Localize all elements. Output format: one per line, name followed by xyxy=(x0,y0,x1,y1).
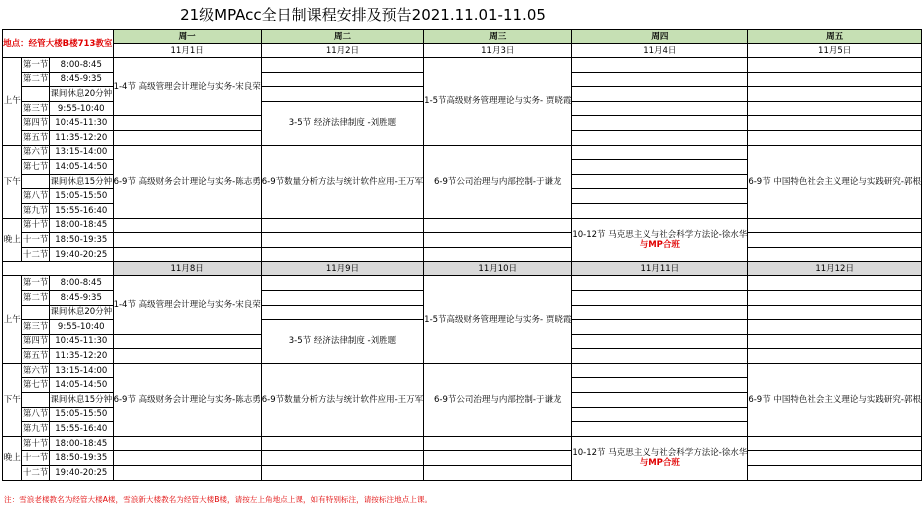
empty-cell xyxy=(113,233,261,248)
course-wed-pm: 6-9节公司治理与内部控制-于谦龙 xyxy=(424,363,572,436)
empty-cell xyxy=(748,130,922,145)
course-thu-eve-text: 10-12节 马克思主义与社会科学方法论-徐水华 xyxy=(572,229,748,240)
slot-time: 8:45-9:35 xyxy=(49,290,113,305)
empty-cell xyxy=(748,466,922,481)
slot-name: 第四节 xyxy=(22,334,50,349)
slot-name xyxy=(22,393,50,408)
slot-name xyxy=(22,305,50,320)
empty-cell xyxy=(748,276,922,291)
course-wed-am: 1-5节高级财务管理理论与实务- 贾晓霞 xyxy=(424,276,572,364)
course-mon-pm: 6-9节 高级财务会计理论与实务-陈志勇 xyxy=(113,363,261,436)
slot-time: 课间休息20分钟 xyxy=(49,305,113,320)
empty-cell xyxy=(261,451,423,466)
empty-cell xyxy=(572,320,748,335)
slot-name: 第三节 xyxy=(22,320,50,335)
empty-cell xyxy=(572,72,748,87)
slot-time: 18:50-19:35 xyxy=(49,233,113,248)
empty-cell xyxy=(3,262,114,276)
slot-time: 14:05-14:50 xyxy=(49,160,113,175)
slot-time: 13:15-14:00 xyxy=(49,363,113,378)
slot-name: 十一节 xyxy=(22,233,50,248)
slot-time: 10:45-11:30 xyxy=(49,334,113,349)
slot-name: 十一节 xyxy=(22,451,50,466)
empty-cell xyxy=(113,116,261,131)
schedule-table xyxy=(2,29,922,481)
slot-time: 15:55-16:40 xyxy=(49,422,113,437)
joint-class-note: 与MP合班 xyxy=(639,239,680,250)
empty-cell xyxy=(113,451,261,466)
slot-name: 第五节 xyxy=(22,349,50,364)
date-cell: 11月3日 xyxy=(424,44,572,58)
location-label: 地点：经管大楼B楼713教室 xyxy=(3,30,114,58)
weekday-mon: 周一 xyxy=(113,30,261,44)
course-tue-am: 3-5节 经济法律制度 -刘胜题 xyxy=(261,320,423,364)
empty-cell xyxy=(572,290,748,305)
empty-cell xyxy=(113,436,261,451)
slot-time: 11:35-12:20 xyxy=(49,130,113,145)
course-wed-pm: 6-9节公司治理与内部控制-于谦龙 xyxy=(424,145,572,218)
period-evening: 晚上 xyxy=(3,436,22,480)
course-thu-eve-text: 10-12节 马克思主义与社会科学方法论-徐水华 xyxy=(572,448,748,459)
period-morning: 上午 xyxy=(3,276,22,364)
slot-name: 第二节 xyxy=(22,72,50,87)
empty-cell xyxy=(572,334,748,349)
slot-time: 11:35-12:20 xyxy=(49,349,113,364)
empty-cell xyxy=(748,116,922,131)
slot-time: 15:55-16:40 xyxy=(49,203,113,218)
slot-time: 课间休息20分钟 xyxy=(49,87,113,102)
date-cell: 11月5日 xyxy=(748,44,922,58)
empty-cell xyxy=(261,305,423,320)
empty-cell xyxy=(113,334,261,349)
slot-name: 第八节 xyxy=(22,407,50,422)
slot-name: 第六节 xyxy=(22,363,50,378)
empty-cell xyxy=(424,247,572,262)
slot-name: 十二节 xyxy=(22,247,50,262)
slot-time: 课间休息15分钟 xyxy=(49,174,113,189)
date-cell: 11月11日 xyxy=(572,262,748,276)
empty-cell xyxy=(424,451,572,466)
date-cell: 11月4日 xyxy=(572,44,748,58)
course-tue-pm: 6-9节数量分析方法与统计软件应用-王万军 xyxy=(261,145,423,218)
slot-time: 18:00-18:45 xyxy=(49,436,113,451)
weekday-thu: 周四 xyxy=(572,30,748,44)
weekday-fri: 周五 xyxy=(748,30,922,44)
empty-cell xyxy=(572,305,748,320)
slot-name: 第三节 xyxy=(22,101,50,116)
date-cell: 11月8日 xyxy=(113,262,261,276)
slot-name: 第七节 xyxy=(22,378,50,393)
course-mon-am: 1-4节 高级管理会计理论与实务-宋良荣 xyxy=(113,58,261,116)
empty-cell xyxy=(748,72,922,87)
date-cell: 11月10日 xyxy=(424,262,572,276)
empty-cell xyxy=(261,276,423,291)
slot-name: 第八节 xyxy=(22,189,50,204)
empty-cell xyxy=(424,233,572,248)
empty-cell xyxy=(424,466,572,481)
period-evening: 晚上 xyxy=(3,218,22,262)
course-fri-pm: 6-9节 中国特色社会主义理论与实践研究-郭根 xyxy=(748,145,922,218)
slot-time: 14:05-14:50 xyxy=(49,378,113,393)
empty-cell xyxy=(572,174,748,189)
empty-cell xyxy=(572,349,748,364)
slot-name: 第一节 xyxy=(22,276,50,291)
slot-time: 18:50-19:35 xyxy=(49,451,113,466)
empty-cell xyxy=(113,466,261,481)
empty-cell xyxy=(113,247,261,262)
empty-cell xyxy=(572,363,748,378)
empty-cell xyxy=(748,305,922,320)
period-morning: 上午 xyxy=(3,58,22,146)
slot-name: 第一节 xyxy=(22,58,50,73)
week2-date-row xyxy=(3,262,922,276)
empty-cell xyxy=(748,247,922,262)
page-title: 21级MPAcc全日制课程安排及预告2021.11.01-11.05 xyxy=(180,6,546,24)
slot-time: 10:45-11:30 xyxy=(49,116,113,131)
empty-cell xyxy=(424,218,572,233)
slot-time: 9:55-10:40 xyxy=(49,320,113,335)
empty-cell xyxy=(113,130,261,145)
period-afternoon: 下午 xyxy=(3,363,22,436)
slot-time: 8:00-8:45 xyxy=(49,58,113,73)
empty-cell xyxy=(572,101,748,116)
period-afternoon: 下午 xyxy=(3,145,22,218)
empty-cell xyxy=(261,58,423,73)
date-cell: 11月1日 xyxy=(113,44,261,58)
empty-cell xyxy=(261,87,423,102)
empty-cell xyxy=(261,436,423,451)
empty-cell xyxy=(572,422,748,437)
empty-cell xyxy=(572,407,748,422)
slot-time: 8:45-9:35 xyxy=(49,72,113,87)
footer-note: 注：雪浪老楼教名为经管大楼A楼，雪浪新大楼教名为经管大楼B楼，请按左上角地点上课，如有特别标注，请按标注地点上课。 xyxy=(4,495,433,504)
empty-cell xyxy=(748,290,922,305)
empty-cell xyxy=(748,58,922,73)
empty-cell xyxy=(113,349,261,364)
empty-cell xyxy=(261,218,423,233)
slot-name: 第十节 xyxy=(22,436,50,451)
date-cell: 11月9日 xyxy=(261,262,423,276)
empty-cell xyxy=(748,218,922,233)
course-thu-eve xyxy=(572,218,748,262)
slot-name: 第九节 xyxy=(22,203,50,218)
slot-name: 第四节 xyxy=(22,116,50,131)
slot-name xyxy=(22,174,50,189)
slot-time: 15:05-15:50 xyxy=(49,407,113,422)
header-row xyxy=(3,30,922,44)
empty-cell xyxy=(572,87,748,102)
date-cell: 11月12日 xyxy=(748,262,922,276)
empty-cell xyxy=(748,320,922,335)
empty-cell xyxy=(261,72,423,87)
empty-cell xyxy=(572,130,748,145)
slot-name xyxy=(22,87,50,102)
empty-cell xyxy=(748,334,922,349)
course-tue-am: 3-5节 经济法律制度 -刘胜题 xyxy=(261,101,423,145)
date-cell: 11月2日 xyxy=(261,44,423,58)
empty-cell xyxy=(572,276,748,291)
course-thu-eve xyxy=(572,436,748,480)
empty-cell xyxy=(748,436,922,451)
empty-cell xyxy=(748,451,922,466)
slot-time: 19:40-20:25 xyxy=(49,247,113,262)
week1-date-row xyxy=(3,44,922,58)
course-mon-pm: 6-9节 高级财务会计理论与实务-陈志勇 xyxy=(113,145,261,218)
empty-cell xyxy=(572,160,748,175)
course-fri-pm: 6-9节 中国特色社会主义理论与实践研究-郭根 xyxy=(748,363,922,436)
empty-cell xyxy=(261,247,423,262)
empty-cell xyxy=(572,203,748,218)
slot-name: 十二节 xyxy=(22,466,50,481)
slot-time: 课间休息15分钟 xyxy=(49,393,113,408)
slot-name: 第十节 xyxy=(22,218,50,233)
empty-cell xyxy=(572,58,748,73)
slot-time: 8:00-8:45 xyxy=(49,276,113,291)
slot-name: 第六节 xyxy=(22,145,50,160)
empty-cell xyxy=(572,378,748,393)
course-mon-am: 1-4节 高级管理会计理论与实务-宋良荣 xyxy=(113,276,261,334)
course-wed-am: 1-5节高级财务管理理论与实务- 贾晓霞 xyxy=(424,58,572,146)
slot-time: 13:15-14:00 xyxy=(49,145,113,160)
empty-cell xyxy=(748,87,922,102)
course-tue-pm: 6-9节数量分析方法与统计软件应用-王万军 xyxy=(261,363,423,436)
empty-cell xyxy=(424,436,572,451)
empty-cell xyxy=(748,101,922,116)
weekday-tue: 周二 xyxy=(261,30,423,44)
empty-cell xyxy=(572,145,748,160)
weekday-wed: 周三 xyxy=(424,30,572,44)
empty-cell xyxy=(113,218,261,233)
empty-cell xyxy=(261,466,423,481)
empty-cell xyxy=(572,189,748,204)
slot-name: 第二节 xyxy=(22,290,50,305)
joint-class-note: 与MP合班 xyxy=(639,458,680,469)
slot-name: 第九节 xyxy=(22,422,50,437)
slot-time: 15:05-15:50 xyxy=(49,189,113,204)
empty-cell xyxy=(572,393,748,408)
slot-time: 18:00-18:45 xyxy=(49,218,113,233)
slot-time: 9:55-10:40 xyxy=(49,101,113,116)
empty-cell xyxy=(748,349,922,364)
slot-time: 19:40-20:25 xyxy=(49,466,113,481)
empty-cell xyxy=(572,116,748,131)
empty-cell xyxy=(261,233,423,248)
slot-name: 第五节 xyxy=(22,130,50,145)
empty-cell xyxy=(748,233,922,248)
slot-name: 第七节 xyxy=(22,160,50,175)
empty-cell xyxy=(261,290,423,305)
